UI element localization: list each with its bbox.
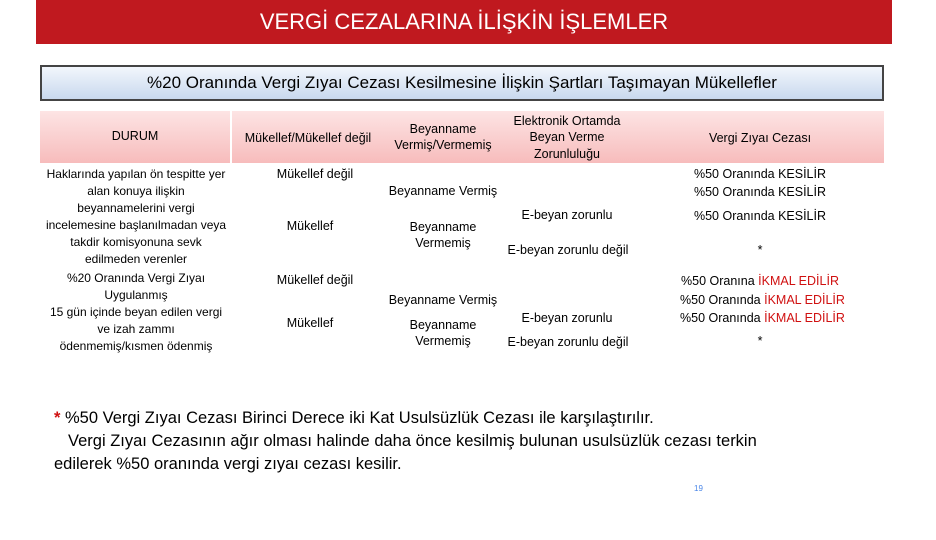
group1-ebeyan-zorunlu-degil: E-beyan zorunlu değil (507, 243, 629, 257)
subtitle: %20 Oranında Vergi Zıyaı Cezası Kesilmesine İlişkin Şartları Taşımayan Mükellefler (147, 73, 777, 92)
group2-beyanname-vermis: Beyanname Vermiş (388, 293, 498, 307)
group2-mukellef: Mükellef (286, 316, 334, 330)
group1-ceza-4: * (757, 243, 763, 257)
footnote-text: %50 Vergi Zıyaı Cezası Birinci Derece iki Kat Usulsüzlük Cezası ile karşılaştırılır. (60, 409, 654, 427)
durum-line: %20 Oranında Vergi Zıyaı (66, 271, 206, 285)
group1-beyanname-vermis: Beyanname Vermiş (388, 184, 498, 198)
header-durum-cell (40, 111, 230, 163)
ceza-prefix: %50 Oranına (681, 274, 759, 288)
page-number: 19 (694, 484, 703, 493)
durum-line: Uygulanmış (104, 288, 168, 303)
group2-mukellef-degil: Mükellef değil (276, 273, 354, 287)
ceza-prefix: %50 Oranında (680, 311, 765, 325)
vermemis-line: Vermemiş (415, 334, 471, 349)
group1-mukellef: Mükellef (286, 219, 334, 233)
durum-line: beyannamelerini vergi (77, 201, 195, 216)
durum-line: alan konuya ilişkin (87, 184, 185, 199)
header-ceza: Vergi Zıyaı Cezası (708, 131, 812, 145)
group2-durum (36, 270, 236, 355)
footnote-line-3: edilerek %50 oranında vergi zıyaı cezası kesilir. (54, 455, 402, 474)
group1-ceza-3: %50 Oranında KESİLİR (693, 209, 827, 223)
asterisk-marker: * (54, 409, 61, 427)
group2-ebeyan-zorunlu-degil: E-beyan zorunlu değil (507, 335, 629, 349)
vermemis-line: Vermemiş (415, 236, 471, 251)
ceza-highlight: İKMAL EDİLİR (764, 311, 845, 325)
group1-ceza-1: %50 Oranında KESİLİR (693, 167, 827, 181)
group2-ebeyan-zorunlu: E-beyan zorunlu (521, 311, 613, 325)
durum-line: edilmeden verenler (84, 252, 188, 267)
group2-ceza-3 (680, 310, 845, 326)
footnote-line-2: Vergi Zıyaı Cezasının ağır olması halinde daha önce kesilmiş bulunan usulsüzlük cezası terkin (68, 432, 757, 451)
durum-line: takdir komisyonuna sevk (70, 235, 202, 250)
durum-line: incelemesine başlanılmadan veya (45, 218, 227, 233)
group1-ebeyan-zorunlu: E-beyan zorunlu (521, 208, 613, 222)
group2-ceza-2 (680, 292, 845, 308)
ceza-highlight: İKMAL EDİLİR (764, 293, 845, 307)
header-mukellef: Mükellef/Mükellef değil (244, 131, 372, 145)
group2-ceza-4: * (757, 334, 763, 348)
header-elektronik: Elektronik Ortamda Beyan Verme Zorunluluğu (513, 114, 621, 161)
footnote-line-1 (54, 407, 894, 430)
ceza-prefix: %50 Oranında (680, 293, 765, 307)
durum-line: ve izah zammı (97, 322, 175, 337)
group1-ceza-2: %50 Oranında KESİLİR (693, 185, 827, 199)
durum-line: ödenmemiş/kısmen ödenmiş (59, 339, 213, 354)
ceza-highlight: İKMAL EDİLİR (758, 274, 839, 288)
header-durum: DURUM (111, 129, 159, 144)
group1-beyanname-vermemis (384, 219, 502, 252)
durum-line: Haklarında yapılan ön tespitte yer (46, 167, 226, 181)
subtitle-box (40, 65, 884, 101)
group2-ceza-1 (680, 273, 840, 289)
group1-durum (36, 166, 236, 268)
footnote (54, 407, 894, 476)
group2-beyanname-vermemis (384, 317, 502, 350)
header-beyanname: Beyanname Vermiş/Vermemiş (394, 122, 492, 153)
vermemis-line: Beyanname (409, 220, 477, 234)
page-title: VERGİ CEZALARINA İLİŞKİN İŞLEMLER (259, 9, 669, 34)
vermemis-line: Beyanname (409, 318, 477, 332)
title-bar (36, 0, 892, 44)
group1-mukellef-degil: Mükellef değil (276, 167, 354, 181)
durum-line: 15 gün içinde beyan edilen vergi (49, 305, 223, 320)
